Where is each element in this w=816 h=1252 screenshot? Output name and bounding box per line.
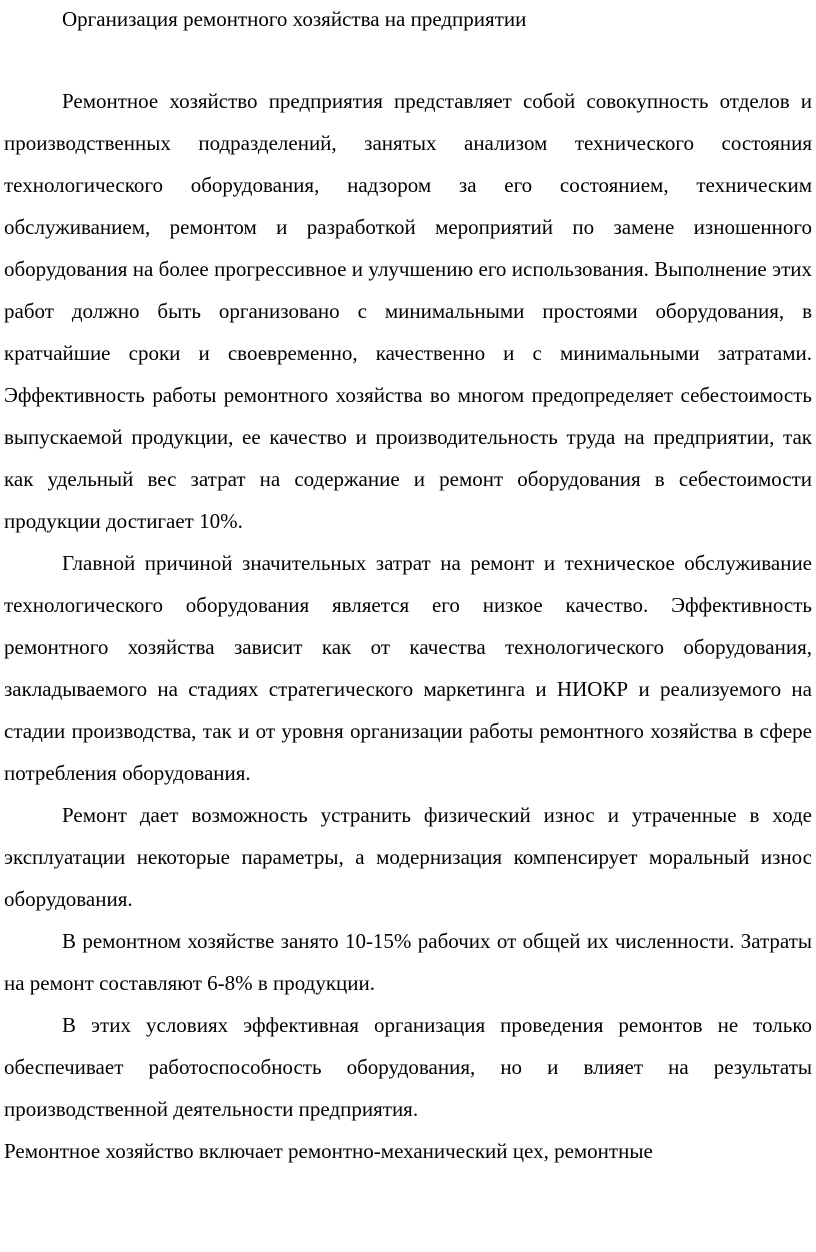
paragraph-4: В ремонтном хозяйстве занято 10-15% рабочих от общей их численности. Затраты на ремонт составляют 6-8% в продукции. [4, 929, 812, 995]
document-body [4, 80, 812, 1172]
paragraph-1: Ремонтное хозяйство предприятия представляет собой совокупность отделов и производственных подразделений, занятых анализом технического состояния технологического оборудования, надзором за его состоянием, техническим обслуживанием, ремонтом и разработкой мероприятий по замене изношенного оборудования на более прогрессивное и улучшению его использования. Выполнение этих работ должно быть организовано с минимальными простоями оборудования, в кратчайшие сроки и своевременно, качественно и с минимальными затратами. Эффективность работы ремонтного хозяйства во многом предопределяет себестоимость выпускаемой продукции, ее качество и производительность труда на предприятии, так как удельный вес затрат на содержание и ремонт оборудования в себестоимости продукции достигает 10%. [4, 89, 812, 533]
paragraph-3: Ремонт дает возможность устранить физический износ и утраченные в ходе эксплуатации некоторые параметры, а модернизация компенсирует моральный износ оборудования. [4, 803, 812, 911]
paragraph-2: Главной причиной значительных затрат на ремонт и техническое обслуживание технологического оборудования является его низкое качество. Эффективность ремонтного хозяйства зависит как от качества технологического оборудования, закладываемого на стадиях стратегического маркетинга и НИОКР и реализуемого на стадии производства, так и от уровня организации работы ремонтного хозяйства в сфере потребления оборудования. [4, 551, 812, 785]
paragraph-6-start: Ремонтное хозяйство включает ремонтно-механический цех, ремонтные [4, 1139, 653, 1163]
paragraph-5: В этих условиях эффективная организация проведения ремонтов не только обеспечивает работоспособность оборудования, но и влияет на результаты производственной деятельности предприятия. [4, 1013, 812, 1121]
document-title: Организация ремонтного хозяйства на предприятии [62, 7, 527, 31]
